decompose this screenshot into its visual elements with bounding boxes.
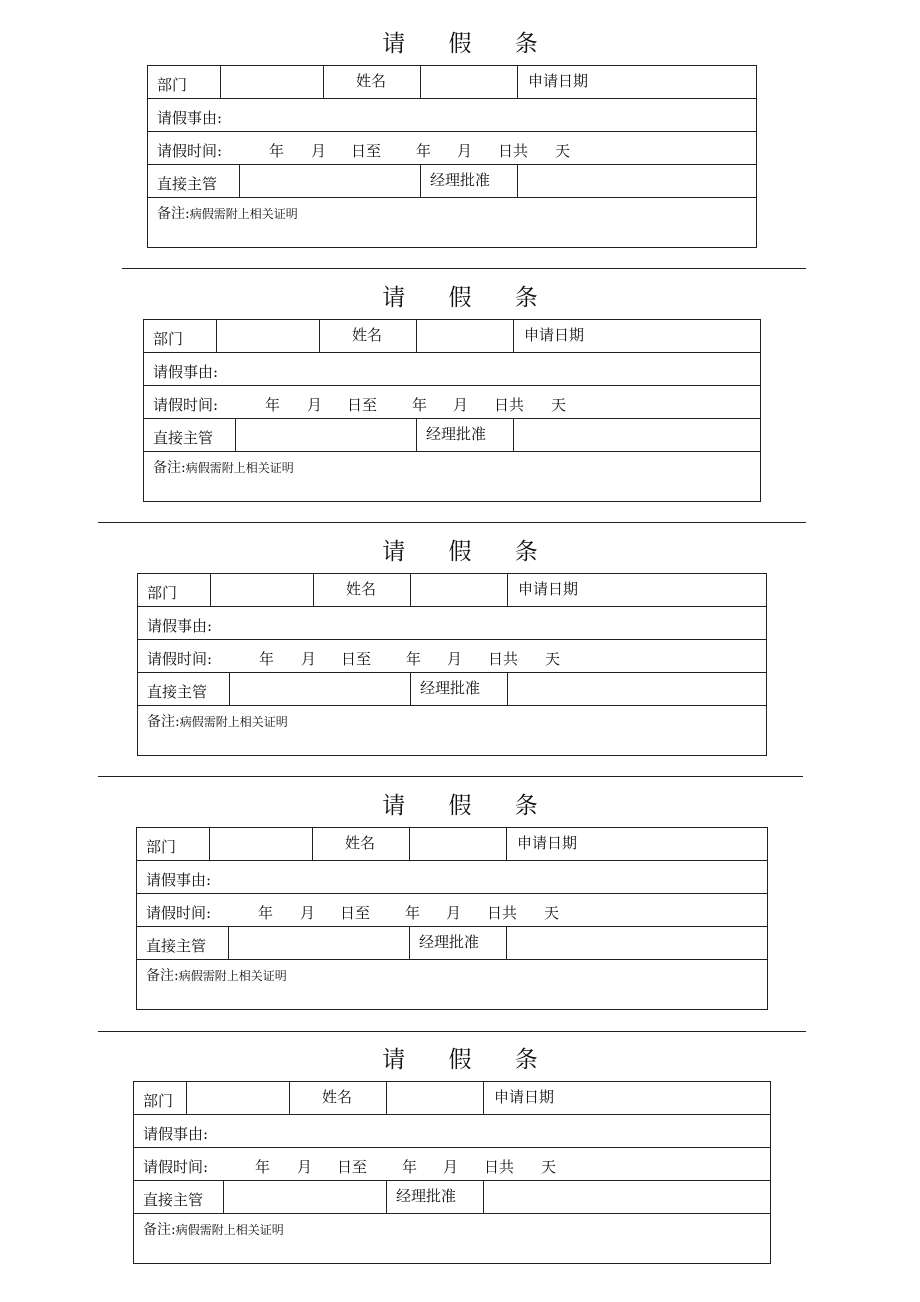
start-month-unit: 月 (297, 1158, 313, 1176)
note-text: 病假需附上相关证明 (179, 715, 288, 729)
department-label: 部门 (147, 584, 178, 602)
end-month-unit: 月 (457, 142, 473, 160)
department-field[interactable] (209, 828, 312, 860)
name-label-cell (289, 1082, 386, 1114)
end-month-unit: 月 (453, 396, 469, 414)
supervisor-field[interactable] (229, 673, 410, 705)
name-field[interactable] (416, 320, 513, 352)
end-year-unit: 年 (406, 650, 422, 668)
start-day-to-unit: 日至 (347, 396, 378, 414)
slip-title: 请 假 条 (382, 539, 556, 565)
note-label: 备注:病假需附上相关证明 (143, 1222, 284, 1238)
row-time[interactable] (138, 640, 766, 673)
manager-label: 经理批准 (430, 171, 491, 189)
row-reason[interactable] (148, 99, 756, 132)
department-field[interactable] (210, 574, 313, 606)
supervisor-field[interactable] (223, 1181, 386, 1213)
note-text: 病假需附上相关证明 (175, 1223, 284, 1237)
start-year-unit: 年 (265, 396, 281, 414)
department-label: 部门 (146, 838, 177, 856)
manager-field[interactable] (513, 419, 760, 451)
manager-label: 经理批准 (426, 425, 487, 443)
name-field[interactable] (410, 574, 507, 606)
apply-date-cell[interactable] (507, 574, 766, 606)
apply-date-label: 申请日期 (518, 580, 579, 598)
leave-form (143, 319, 761, 502)
row-note (134, 1214, 770, 1263)
end-year-unit: 年 (416, 142, 432, 160)
name-label: 姓名 (322, 1088, 353, 1106)
row-reason[interactable] (137, 861, 767, 894)
row-reason[interactable] (138, 607, 766, 640)
note-text: 病假需附上相关证明 (178, 969, 287, 983)
name-field[interactable] (386, 1082, 483, 1114)
department-label: 部门 (153, 330, 184, 348)
department-field[interactable] (216, 320, 319, 352)
start-year-unit: 年 (255, 1158, 271, 1176)
start-day-to-unit: 日至 (341, 650, 372, 668)
name-field[interactable] (409, 828, 506, 860)
name-field[interactable] (420, 66, 517, 98)
start-month-unit: 月 (307, 396, 323, 414)
slip-title: 请 假 条 (382, 1047, 556, 1073)
manager-label: 经理批准 (420, 679, 481, 697)
note-text: 病假需附上相关证明 (185, 461, 294, 475)
supervisor-label: 直接主管 (143, 1191, 204, 1209)
supervisor-label: 直接主管 (147, 683, 208, 701)
end-day-total-unit: 日共 (488, 650, 519, 668)
note-label: 备注:病假需附上相关证明 (157, 206, 298, 222)
row-header (138, 574, 766, 607)
slip-title: 请 假 条 (382, 31, 556, 57)
reason-label: 请假事由: (153, 363, 219, 381)
end-month-unit: 月 (447, 650, 463, 668)
manager-label: 经理批准 (419, 933, 480, 951)
row-note (137, 960, 767, 1009)
leave-form (136, 827, 768, 1010)
row-approval (137, 927, 767, 960)
row-note (144, 452, 760, 501)
divider-2 (98, 522, 806, 523)
apply-date-label: 申请日期 (524, 326, 585, 344)
days-unit: 天 (545, 650, 561, 668)
row-note (138, 706, 766, 755)
days-unit: 天 (544, 904, 560, 922)
department-label: 部门 (157, 76, 188, 94)
supervisor-label: 直接主管 (157, 175, 218, 193)
end-day-total-unit: 日共 (498, 142, 529, 160)
row-time[interactable] (144, 386, 760, 419)
manager-field[interactable] (517, 165, 756, 197)
note-label: 备注:病假需附上相关证明 (147, 714, 288, 730)
apply-date-cell[interactable] (483, 1082, 770, 1114)
time-label: 请假时间: (143, 1158, 209, 1176)
supervisor-label: 直接主管 (153, 429, 214, 447)
start-year-unit: 年 (259, 650, 275, 668)
time-label: 请假时间: (157, 142, 223, 160)
supervisor-label: 直接主管 (146, 937, 207, 955)
leave-form (147, 65, 757, 248)
end-year-unit: 年 (412, 396, 428, 414)
note-text: 病假需附上相关证明 (189, 207, 298, 221)
name-label: 姓名 (356, 72, 387, 90)
row-approval (134, 1181, 770, 1214)
end-month-unit: 月 (446, 904, 462, 922)
name-label: 姓名 (352, 326, 383, 344)
row-header (144, 320, 760, 353)
divider-4 (98, 1031, 806, 1032)
row-reason[interactable] (134, 1115, 770, 1148)
time-label: 请假时间: (146, 904, 212, 922)
note-label: 备注:病假需附上相关证明 (146, 968, 287, 984)
row-time[interactable] (148, 132, 756, 165)
manager-label-cell (409, 927, 506, 959)
manager-label-cell (410, 673, 507, 705)
reason-label: 请假事由: (157, 109, 223, 127)
row-header (134, 1082, 770, 1115)
name-label-cell (313, 574, 410, 606)
manager-field[interactable] (483, 1181, 770, 1213)
row-reason[interactable] (144, 353, 760, 386)
time-label: 请假时间: (147, 650, 213, 668)
start-day-to-unit: 日至 (340, 904, 371, 922)
row-approval (148, 165, 756, 198)
apply-date-cell[interactable] (513, 320, 760, 352)
start-day-to-unit: 日至 (337, 1158, 368, 1176)
row-time[interactable] (134, 1148, 770, 1181)
leave-form (133, 1081, 771, 1264)
manager-label: 经理批准 (396, 1187, 457, 1205)
apply-date-label: 申请日期 (494, 1088, 555, 1106)
name-label-cell (323, 66, 420, 98)
reason-label: 请假事由: (143, 1125, 209, 1143)
end-day-total-unit: 日共 (494, 396, 525, 414)
name-label-cell (319, 320, 416, 352)
department-field[interactable] (186, 1082, 289, 1114)
start-day-to-unit: 日至 (351, 142, 382, 160)
row-note (148, 198, 756, 247)
manager-label-cell (420, 165, 517, 197)
name-label: 姓名 (346, 580, 377, 598)
department-field[interactable] (220, 66, 323, 98)
slip-title: 请 假 条 (382, 285, 556, 311)
divider-1 (122, 268, 806, 269)
days-unit: 天 (551, 396, 567, 414)
leave-form (137, 573, 767, 756)
end-day-total-unit: 日共 (487, 904, 518, 922)
department-label: 部门 (143, 1092, 174, 1110)
row-time[interactable] (137, 894, 767, 927)
manager-field[interactable] (507, 673, 766, 705)
apply-date-cell[interactable] (517, 66, 756, 98)
end-day-total-unit: 日共 (484, 1158, 515, 1176)
start-year-unit: 年 (258, 904, 274, 922)
start-month-unit: 月 (300, 904, 316, 922)
reason-label: 请假事由: (146, 871, 212, 889)
slip-title: 请 假 条 (382, 793, 556, 819)
manager-label-cell (416, 419, 513, 451)
time-label: 请假时间: (153, 396, 219, 414)
row-approval (138, 673, 766, 706)
row-approval (144, 419, 760, 452)
name-label-cell (312, 828, 409, 860)
supervisor-field[interactable] (239, 165, 420, 197)
apply-date-label: 申请日期 (517, 834, 578, 852)
apply-date-label: 申请日期 (528, 72, 589, 90)
end-year-unit: 年 (402, 1158, 418, 1176)
start-year-unit: 年 (269, 142, 285, 160)
row-header (148, 66, 756, 99)
start-month-unit: 月 (301, 650, 317, 668)
days-unit: 天 (555, 142, 571, 160)
apply-date-cell[interactable] (506, 828, 767, 860)
row-header (137, 828, 767, 861)
manager-label-cell (386, 1181, 483, 1213)
supervisor-field[interactable] (235, 419, 416, 451)
reason-label: 请假事由: (147, 617, 213, 635)
manager-field[interactable] (506, 927, 767, 959)
supervisor-field[interactable] (228, 927, 409, 959)
divider-3 (98, 776, 803, 777)
name-label: 姓名 (345, 834, 376, 852)
end-year-unit: 年 (405, 904, 421, 922)
end-month-unit: 月 (443, 1158, 459, 1176)
days-unit: 天 (541, 1158, 557, 1176)
note-label: 备注:病假需附上相关证明 (153, 460, 294, 476)
start-month-unit: 月 (311, 142, 327, 160)
